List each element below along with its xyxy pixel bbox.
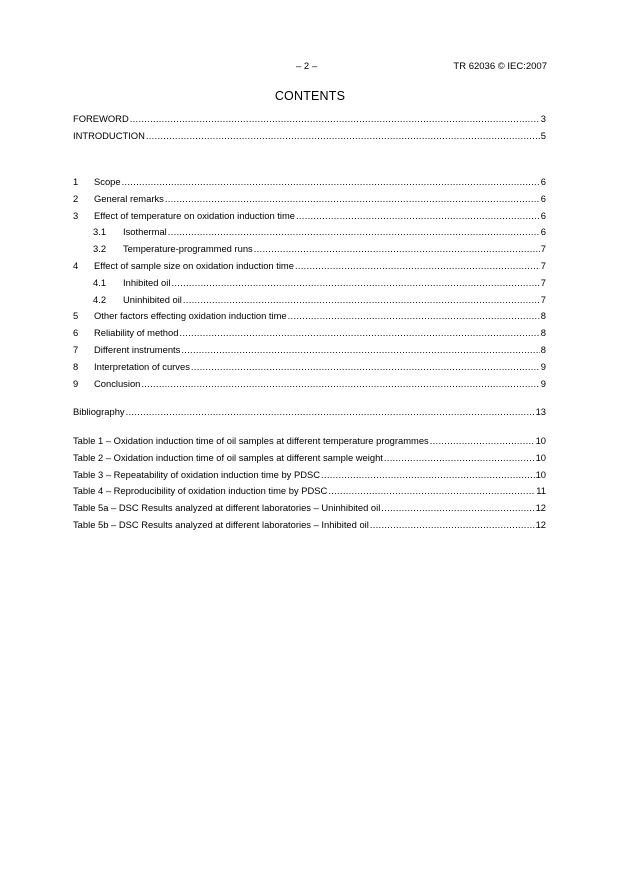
dot-leader bbox=[130, 111, 540, 128]
toc-sections bbox=[73, 174, 546, 392]
toc-entry-number: 5 bbox=[73, 310, 79, 322]
dot-leader bbox=[146, 128, 540, 145]
toc-entry-number: 4.2 bbox=[93, 293, 107, 305]
toc-entry-section-3-1[interactable] bbox=[73, 224, 546, 241]
toc-entry-label: Table 5b – DSC Results analyzed at different laboratories – Inhibited oil bbox=[73, 518, 369, 530]
toc-entry-number: 9 bbox=[73, 377, 79, 389]
dot-leader bbox=[296, 208, 540, 225]
toc-entry-number: 6 bbox=[73, 327, 79, 339]
dot-leader bbox=[141, 376, 539, 393]
toc-entry-label: Table 5a – DSC Results analyzed at different laboratories – Uninhibited oil bbox=[73, 502, 381, 514]
toc-entry-section-3[interactable] bbox=[73, 208, 546, 225]
toc-entry-label: Different instruments bbox=[94, 343, 181, 355]
toc-entry-label: Scope bbox=[94, 176, 121, 187]
toc-entry-section-5[interactable] bbox=[73, 308, 546, 325]
toc-entry-page: 3 bbox=[540, 113, 546, 124]
toc-entry-number: 4 bbox=[73, 259, 79, 271]
toc-entry-page: 8 bbox=[540, 310, 546, 322]
toc-entry-label: Isothermal bbox=[123, 226, 167, 238]
toc-entry-label: Conclusion bbox=[94, 377, 141, 389]
toc-entry-bibliography[interactable] bbox=[73, 404, 546, 421]
toc-entry-page: 6 bbox=[540, 176, 546, 187]
toc-entry-label: Table 4 – Reproducibility of oxidation induction time by PDSC bbox=[73, 485, 328, 497]
toc-entry-label: Temperature-programmed runs bbox=[123, 243, 253, 255]
toc-entry-page: 7 bbox=[540, 259, 546, 271]
toc-entry-page: 11 bbox=[536, 485, 546, 497]
toc-entry-page: 5 bbox=[540, 129, 546, 141]
dot-leader bbox=[168, 224, 540, 241]
toc-entry-label: Other factors effecting oxidation induction time bbox=[94, 310, 287, 322]
toc-entry-page: 8 bbox=[540, 327, 546, 339]
toc-entry-page: 9 bbox=[540, 360, 546, 372]
toc-entry-label: Effect of temperature on oxidation induction time bbox=[94, 209, 295, 221]
toc-entry-section-9[interactable] bbox=[73, 376, 546, 393]
toc-entry-section-4-1[interactable] bbox=[73, 275, 546, 292]
toc-entry-introduction[interactable] bbox=[73, 128, 546, 145]
toc-entry-page: 6 bbox=[540, 192, 546, 204]
toc-entry-label: INTRODUCTION bbox=[73, 129, 145, 141]
toc-entry-label: Table 3 – Repeatability of oxidation induction time by PDSC bbox=[73, 468, 321, 480]
dot-leader bbox=[171, 275, 539, 292]
toc-entry-page: 12 bbox=[535, 502, 546, 514]
toc-entry-label: Table 1 – Oxidation induction time of oil samples at different temperature programmes bbox=[73, 435, 429, 446]
dot-leader bbox=[254, 241, 540, 258]
toc-entry-section-3-2[interactable] bbox=[73, 241, 546, 258]
toc-tables bbox=[73, 433, 546, 534]
dot-leader bbox=[122, 174, 540, 191]
toc-entry-table-1[interactable] bbox=[73, 433, 546, 450]
toc-entry-section-8[interactable] bbox=[73, 359, 546, 376]
toc-entry-number: 2 bbox=[73, 192, 79, 204]
toc-entry-page: 10 bbox=[535, 435, 546, 446]
toc-entry-label: FOREWORD bbox=[73, 113, 129, 124]
toc-entry-table-6[interactable] bbox=[73, 517, 546, 534]
dot-leader bbox=[321, 467, 535, 484]
dot-leader bbox=[181, 342, 539, 359]
dot-leader bbox=[381, 500, 534, 517]
toc-entry-number: 4.1 bbox=[93, 276, 107, 288]
dot-leader bbox=[295, 258, 540, 275]
dot-leader bbox=[384, 450, 535, 467]
toc-front-matter bbox=[73, 111, 546, 145]
toc-entry-number: 8 bbox=[73, 360, 79, 372]
toc-entry-label: Reliability of method bbox=[94, 327, 179, 339]
page-number: – 2 – bbox=[296, 61, 318, 72]
toc-entry-table-3[interactable] bbox=[73, 467, 546, 484]
toc-entry-number: 3.2 bbox=[93, 243, 107, 255]
toc-entry-table-2[interactable] bbox=[73, 450, 546, 467]
dot-leader bbox=[370, 517, 535, 534]
dot-leader bbox=[126, 404, 535, 421]
toc-entry-label: Uninhibited oil bbox=[123, 293, 182, 305]
contents-title: CONTENTS bbox=[274, 89, 346, 103]
toc-entry-page: 13 bbox=[535, 406, 546, 417]
toc-entry-section-6[interactable] bbox=[73, 325, 546, 342]
toc-entry-page: 7 bbox=[540, 243, 546, 255]
toc-entry-page: 10 bbox=[535, 468, 546, 480]
document-reference: TR 62036 © IEC:2007 bbox=[453, 61, 547, 72]
toc-entry-table-4[interactable] bbox=[73, 483, 546, 500]
toc-entry-page: 7 bbox=[540, 276, 546, 288]
toc-entry-section-2[interactable] bbox=[73, 191, 546, 208]
dot-leader bbox=[165, 191, 540, 208]
toc-entry-section-1[interactable] bbox=[73, 174, 546, 191]
toc-entry-number: 3.1 bbox=[93, 226, 107, 238]
toc-entry-label: General remarks bbox=[94, 192, 164, 204]
toc-entry-label: Bibliography bbox=[73, 406, 125, 417]
toc-entry-table-5[interactable] bbox=[73, 500, 546, 517]
toc-entry-section-4[interactable] bbox=[73, 258, 546, 275]
toc-entry-page: 10 bbox=[535, 451, 546, 463]
toc-entry-page: 6 bbox=[540, 209, 546, 221]
dot-leader bbox=[179, 325, 539, 342]
toc-entry-page: 7 bbox=[540, 293, 546, 305]
dot-leader bbox=[328, 483, 535, 500]
dot-leader bbox=[183, 292, 540, 309]
toc-entry-number: 1 bbox=[73, 176, 79, 187]
toc-entry-number: 7 bbox=[73, 343, 79, 355]
toc-entry-foreword[interactable] bbox=[73, 111, 546, 128]
dot-leader bbox=[430, 433, 535, 450]
toc-entry-number: 3 bbox=[73, 209, 79, 221]
toc-entry-label: Inhibited oil bbox=[123, 276, 171, 288]
toc-entry-label: Table 2 – Oxidation induction time of oil samples at different sample weight bbox=[73, 451, 383, 463]
dot-leader bbox=[288, 308, 540, 325]
toc-entry-label: Interpretation of curves bbox=[94, 360, 190, 372]
toc-bibliography bbox=[73, 404, 546, 421]
toc-entry-page: 6 bbox=[540, 226, 546, 238]
toc-entry-section-7[interactable] bbox=[73, 342, 546, 359]
toc-entry-page: 12 bbox=[535, 518, 546, 530]
toc-entry-section-4-2[interactable] bbox=[73, 292, 546, 309]
toc-entry-page: 9 bbox=[540, 377, 546, 389]
toc-entry-page: 8 bbox=[540, 343, 546, 355]
dot-leader bbox=[191, 359, 540, 376]
toc-entry-label: Effect of sample size on oxidation induction time bbox=[94, 259, 294, 271]
